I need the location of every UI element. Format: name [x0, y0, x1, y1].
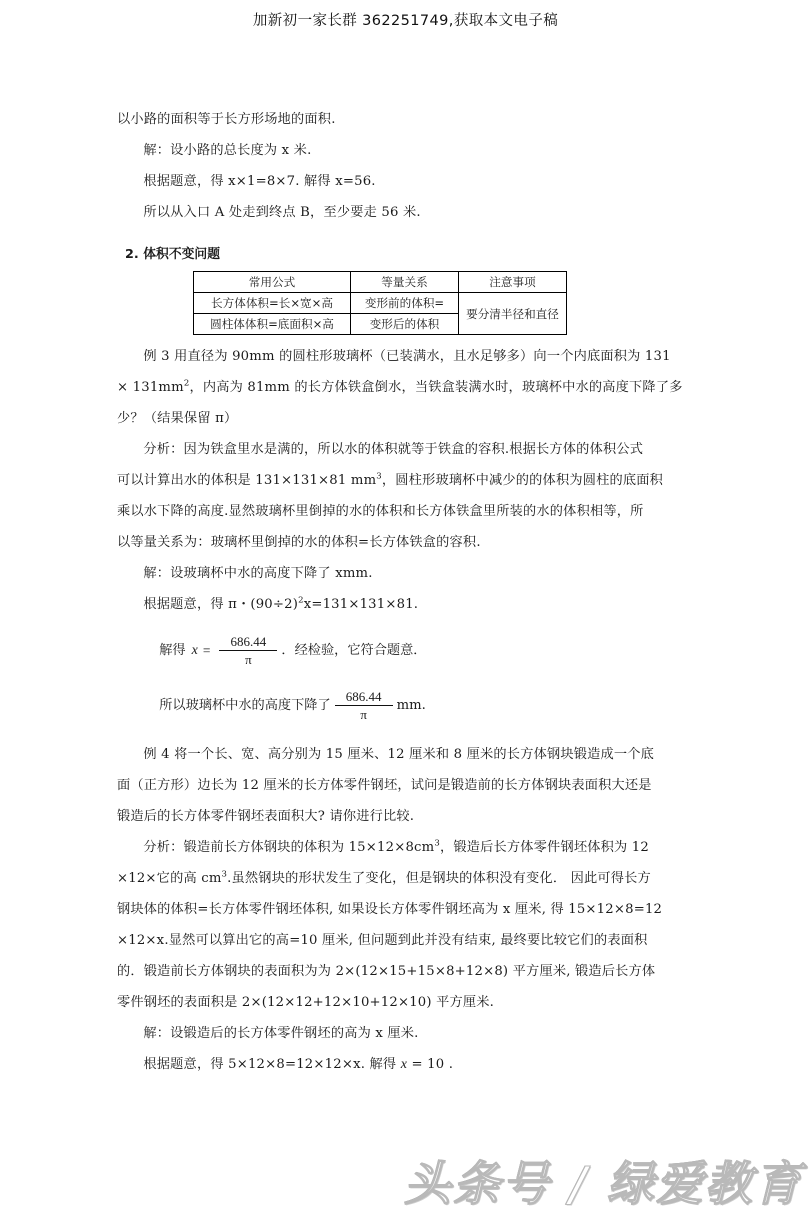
example3-conclusion-equation: [117, 689, 698, 722]
example4-solution-setup: 解：设锻造后的长方体零件钢坯的高为 x 厘米.: [143, 1026, 419, 1041]
example3-analysis-line2-sup: 3: [376, 471, 382, 482]
example4-analysis-line4: ×12×x.显然可以算出它的高=10 厘米, 但问题到此并没有结束, 最终要比较它们的表面积: [117, 933, 648, 948]
example3-solution-equation-a: 根据题意，得 π・(90÷2): [143, 597, 299, 612]
example3-result-tail: ．经检验，它符合题意．: [281, 642, 427, 658]
table-header-notes: 注意事项: [459, 272, 567, 293]
example4-solution-equation-b: = 10 .: [411, 1057, 454, 1072]
formula-table-wrapper: [117, 271, 698, 335]
formula-table: [193, 271, 567, 335]
paragraph-solution-1: 解：设小路的总长度为 x 米.: [143, 143, 312, 158]
table-cell-formula-cuboid: 长方体体积=长×宽×高: [194, 293, 351, 314]
example3-problem-line2-a: × 131mm: [117, 380, 184, 395]
example4-solution-equation-a: 根据题意，得 5×12×8=12×12×x. 解得: [143, 1057, 397, 1072]
example3-analysis-line2-a: 可以计算出水的体积是 131×131×81 mm: [117, 473, 377, 488]
example3-result-equation: [117, 634, 698, 667]
example3-conclusion-numerator: 686.44: [345, 689, 382, 704]
example4-problem-line2: 面（正方形）边长为 12 厘米的长方体零件钢坯，试问是锻造前的长方体钢块表面积大还是: [117, 778, 652, 793]
example3-analysis-line2: [117, 465, 698, 496]
table-cell-relation-after: 变形后的体积: [351, 314, 459, 335]
example3-conclusion-unit: mm.: [396, 697, 426, 713]
table-cell-note-merged: 要分清半径和直径: [459, 293, 567, 335]
example4-analysis-line2-b: .虽然钢块的形状发生了变化，但是钢块的体积没有变化． 因此可得长方: [227, 871, 651, 886]
example3-analysis-line2-b: ，圆柱形玻璃杯中减少的的体积为圆柱的底面积: [381, 473, 664, 488]
example3-problem-line3: 少？（结果保留 π）: [117, 411, 238, 426]
example3-solution-equation-sup: 2: [298, 595, 304, 606]
example4-analysis-line2-a: ×12×它的高 cm: [117, 871, 222, 886]
table-cell-formula-cylinder: 圆柱体体积=底面积×高: [194, 314, 351, 335]
example3-conclusion-denominator: π: [360, 707, 367, 722]
example3-result-equals: =: [202, 642, 211, 658]
paragraph-conclusion-1: 所以从入口 A 处走到终点 B，至少要走 56 米.: [143, 205, 421, 220]
watermark: 头条号 / 绿爱教育: [404, 1157, 803, 1212]
example3-analysis-line4: 以等量关系为：玻璃杯里倒掉的水的体积=长方体铁盒的容积.: [117, 535, 481, 550]
example3-analysis-line3: 乘以水下降的高度.显然玻璃杯里倒掉的水的体积和长方体铁盒里所装的水的体积相等，所: [117, 504, 644, 519]
example4-analysis-line3: 钢块体的体积=长方体零件钢坯体积, 如果设长方体零件钢坯高为 x 厘米, 得 15×12×8=12: [117, 902, 663, 917]
example4-analysis-line2: [117, 863, 698, 894]
table-header-relation: 等量关系: [351, 272, 459, 293]
example3-result-denominator: π: [245, 652, 252, 667]
example3-solution-equation: [117, 589, 698, 620]
example4-analysis-line2-sup: 3: [221, 869, 228, 880]
example4-problem-line1: 例 4 将一个长、宽、高分别为 15 厘米、12 厘米和 8 厘米的长方体钢块锻造成一个底: [143, 747, 655, 762]
paragraph-continuation: 以小路的面积等于长方形场地的面积.: [117, 112, 336, 127]
example3-problem-line2: [117, 372, 698, 403]
example3-problem-line2-b: ，内高为 81mm 的长方体铁盒倒水，当铁盒装满水时，玻璃杯中水的高度下降了多: [189, 380, 683, 395]
example4-solution-equation: [117, 1049, 698, 1080]
example3-conclusion-fraction: [335, 689, 393, 722]
paragraph-equation-1: 根据题意，得 x×1=8×7. 解得 x=56.: [143, 174, 376, 189]
example3-problem-line2-sup: 2: [183, 378, 190, 389]
table-header-formula: 常用公式: [194, 272, 351, 293]
example4-analysis-line5: 的．锻造前长方体钢块的表面积为为 2×(12×15+15×8+12×8) 平方厘米, 锻造后长方体: [117, 964, 656, 979]
table-row-header: [194, 272, 567, 293]
example4-analysis-line1: [117, 832, 698, 863]
section-heading-2: 2. 体积不变问题: [125, 247, 221, 262]
example4-problem-line3: 锻造后的长方体零件钢坯表面积大? 请你进行比较.: [117, 809, 415, 824]
example3-conclusion-lead: 所以玻璃杯中水的高度下降了: [159, 697, 331, 713]
example3-solution-setup: 解：设玻璃杯中水的高度下降了 xmm.: [143, 566, 373, 581]
example3-result-lead: 解得: [159, 642, 186, 658]
example4-analysis-line1-a: 分析：锻造前长方体钢块的体积为 15×12×8cm: [143, 840, 435, 855]
example3-result-fraction: [219, 634, 277, 667]
example3-solution-equation-b: x=131×131×81.: [303, 597, 419, 612]
example3-result-numerator: 686.44: [230, 634, 267, 649]
example3-result-variable: x: [191, 642, 198, 658]
table-cell-relation-before: 变形前的体积=: [351, 293, 459, 314]
table-row: [194, 293, 567, 314]
example4-solution-variable: x: [400, 1057, 408, 1072]
promo-header: 加新初一家长群 362251749,获取本文电子稿: [252, 13, 559, 29]
example4-analysis-line6: 零件钢坯的表面积是 2×(12×12+12×10+12×10) 平方厘米.: [117, 995, 495, 1010]
example3-analysis-line1: 分析：因为铁盒里水是满的，所以水的体积就等于铁盒的容积.根据长方体的体积公式: [143, 442, 644, 457]
example4-analysis-line1-sup: 3: [434, 838, 440, 849]
document-body: [117, 104, 698, 1080]
example3-problem-line1: 例 3 用直径为 90mm 的圆柱形玻璃杯（已装满水，且水足够多）向一个内底面积为 131: [143, 349, 671, 364]
example4-analysis-line1-b: ，锻造后长方体零件钢坯体积为 12: [439, 840, 649, 855]
